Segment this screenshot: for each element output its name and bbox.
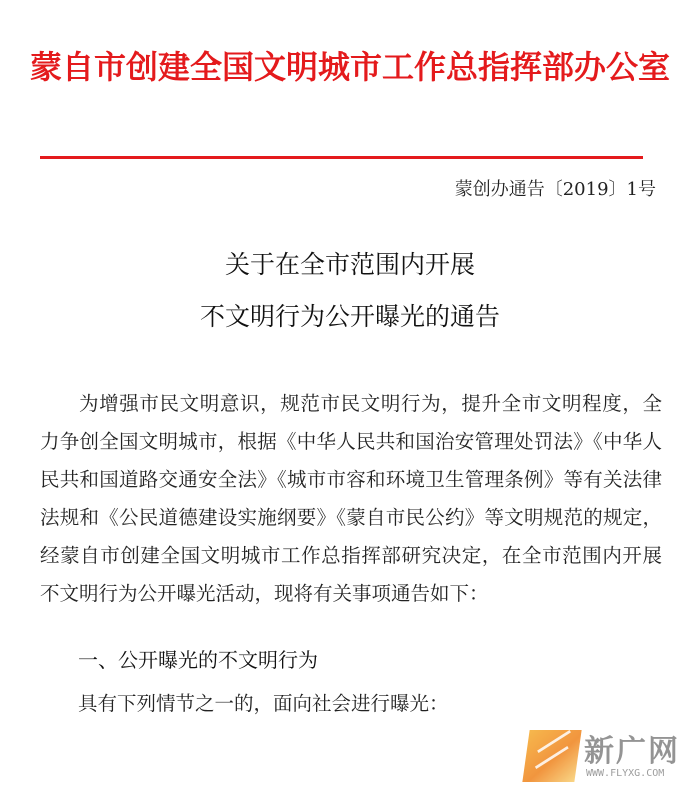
flyxg-logo-icon [522,730,581,782]
section-heading: 一、公开曝光的不文明行为 [78,648,318,672]
notice-title-line-2: 不文明行为公开曝光的通告 [199,302,500,331]
red-divider-line [40,156,643,159]
watermark-name: 新广网 [584,734,680,769]
notice-title-line-1: 关于在全市范围内开展 [224,250,475,279]
document-number: 蒙创办通告〔2019〕1号 [454,179,656,200]
masthead-title: 蒙自市创建全国文明城市工作总指挥部办公室 [29,48,670,86]
body-paragraph: 为增强市民文明意识，规范市民文明行为，提升全市文明程度，全力争创全国文明城市，根据《中华人民共和国治安管理处罚法》《中华人民共和国道路交通安全法》《城市市容和环境卫生管理条例》等有关法律法规和《公民道德建设实施纲要》《蒙自市民公约》等文明规范的规定，经蒙自市创建全国文明城市工作总指挥部研究决定，在全市范围内开展不文明行为公开曝光活动，现将有关事项通告如下： [40,392,662,605]
section-intro: 具有下列情节之一的，面向社会进行曝光： [78,692,449,715]
watermark [526,726,696,786]
watermark-url: WWW.FLYXG.COM [586,768,665,779]
